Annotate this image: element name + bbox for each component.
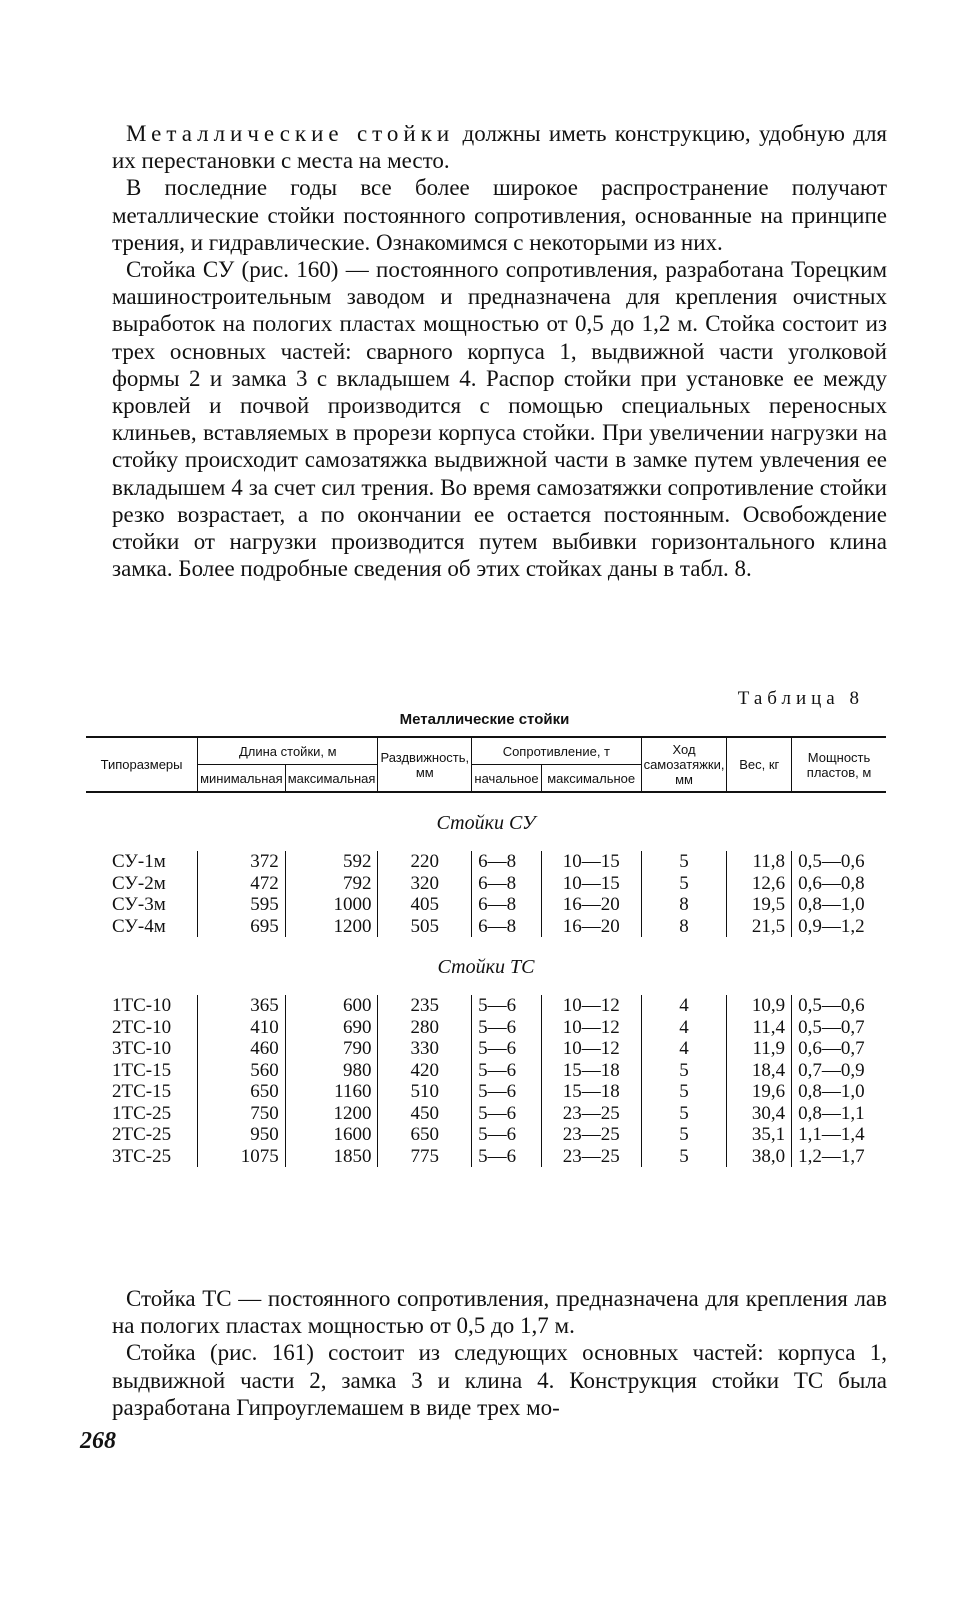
table-cell: 12,6 [727, 873, 792, 895]
table-cell: 4 [641, 995, 727, 1017]
table-cell: 18,4 [727, 1060, 792, 1082]
table-caption: Таблица 8 [737, 688, 864, 709]
table-cell: 372 [198, 851, 286, 873]
table-cell: 330 [378, 1038, 472, 1060]
paragraph-text: должны иметь конструкцию, удобную для их перестановки с места на место. [112, 121, 888, 174]
table-row [86, 1103, 886, 1125]
table-cell: 595 [198, 894, 286, 916]
table-cell: 10,9 [727, 995, 792, 1017]
table-row [86, 1060, 886, 1082]
table-cell: 8 [641, 894, 727, 916]
table-cell: 30,4 [727, 1103, 792, 1125]
table-row [86, 873, 886, 895]
table-cell: 10—12 [541, 1017, 641, 1039]
paragraph-4: Стойка ТС — постоянного сопротивления, предназначена для крепления лав на пологих пластах мощностью от 0,5 до 1,7 м. [112, 1286, 887, 1339]
table-cell: 5—6 [472, 1060, 542, 1082]
table-cell: 6—8 [472, 873, 542, 895]
table-cell: 5 [641, 851, 727, 873]
section-header [86, 792, 886, 851]
spaced-lead: Металлические стойки [126, 121, 455, 146]
paragraph-1 [112, 120, 887, 174]
table-cell: 4 [641, 1038, 727, 1060]
table-cell: 1,1—1,4 [792, 1124, 886, 1146]
table-cell: 1,2—1,7 [792, 1146, 886, 1168]
table-cell: 592 [285, 851, 378, 873]
table-cell: 5—6 [472, 1038, 542, 1060]
table-cell: 2ТС-15 [112, 1081, 172, 1102]
table-cell: 10—15 [541, 873, 641, 895]
table-cell: 6—8 [472, 851, 542, 873]
paragraph-2: В последние годы все более широкое распространение получают металлические стойки постоянного сопротивления, основанные на принципе трения, и гидравлические. Ознакомимся с некоторыми из них. [112, 175, 887, 255]
table-cell: 10—15 [541, 851, 641, 873]
paragraph-3: Стойка СУ (рис. 160) — постоянного сопротивления, разработана Торецким машиностроительным заводом и предназначена для крепления очистных выработок на пологих пластах мощностью от 0,5 до 1,2 м. Стойка состоит из трех основных частей: сварного корпуса 1, выдвижной части уголковой формы 2 и замка 3 с вкладышем 4. Распор стойки при установке ее между кровлей и почвой производится с помощью специальных переносных клиньев, вставляемых в прорези корпуса стойки. При увеличении нагрузки на стойку происходит самозатяжка выдвижной части в замке путем увлечения ее вкладышем 4 за счет сил трения. Во время самозатяжки сопротивление стойки резко возрастает, а по окончании ее остается постоянным. Освобождение стойки от нагрузки производится путем выбивки горизонтального клина замка. Более подробные сведения об этих стойках даны в табл. 8. [112, 257, 887, 582]
table-cell: 1ТС-25 [112, 1102, 172, 1124]
section-header [86, 937, 886, 995]
table-cell: 5 [641, 1146, 727, 1168]
header-length-max: максимальная [285, 765, 378, 793]
table-cell: 450 [378, 1103, 472, 1125]
table-cell: 600 [285, 995, 378, 1017]
table-cell: 792 [285, 873, 378, 895]
table-row [86, 1124, 886, 1146]
header-resistance-group: Сопротивление, т [472, 737, 641, 765]
table-cell: 460 [198, 1038, 286, 1060]
table-cell: 5 [641, 1124, 727, 1146]
table-cell: 320 [378, 873, 472, 895]
table-cell: 5—6 [472, 1124, 542, 1146]
table-cell: 0,9—1,2 [792, 916, 886, 938]
table-cell: 21,5 [727, 916, 792, 938]
table-cell: 5 [641, 1081, 727, 1103]
table-row [86, 1038, 886, 1060]
table-cell: 560 [198, 1060, 286, 1082]
top-text [112, 120, 887, 582]
table-cell: 15—18 [541, 1060, 641, 1082]
section-title: Стойки ТС [437, 956, 535, 978]
table-cell: 1ТС-15 [112, 1059, 172, 1081]
page-number: 268 [80, 1428, 116, 1454]
table-cell: 3ТС-25 [112, 1145, 172, 1167]
table-cell: СУ-4м [112, 915, 166, 937]
table-cell: 1ТС-10 [112, 995, 172, 1016]
table-cell: 5—6 [472, 1081, 542, 1103]
table-cell: 1075 [198, 1146, 286, 1168]
table-cell: СУ-1м [112, 851, 166, 872]
table-cell: 790 [285, 1038, 378, 1060]
table-cell: 10—12 [541, 1038, 641, 1060]
table-cell: 11,9 [727, 1038, 792, 1060]
table-cell: 1850 [285, 1146, 378, 1168]
table-cell: 8 [641, 916, 727, 938]
table-cell: 23—25 [541, 1146, 641, 1168]
table-cell: 365 [198, 995, 286, 1017]
table-cell: 5—6 [472, 1017, 542, 1039]
header-resistance-initial: начальное [472, 765, 542, 793]
table-cell: 0,8—1,1 [792, 1103, 886, 1125]
table-row [86, 851, 886, 873]
table-cell: 5 [641, 1103, 727, 1125]
table-cell: 5—6 [472, 995, 542, 1017]
table-cell: 1000 [285, 894, 378, 916]
header-weight: Вес, кг [727, 737, 792, 792]
table-cell: 650 [378, 1124, 472, 1146]
table-cell: 775 [378, 1146, 472, 1168]
table-cell: 0,5—0,7 [792, 1017, 886, 1039]
table-cell: 19,6 [727, 1081, 792, 1103]
table-cell: 0,6—0,7 [792, 1038, 886, 1060]
table-row [86, 1081, 886, 1103]
table-cell: 505 [378, 916, 472, 938]
table-body [86, 792, 886, 1167]
table-cell: 2ТС-25 [112, 1124, 172, 1145]
table-cell: 695 [198, 916, 286, 938]
table-cell: 16—20 [541, 894, 641, 916]
table-row [86, 1146, 886, 1168]
header-length-group: Длина стойки, м [198, 737, 378, 765]
table-cell: СУ-2м [112, 872, 166, 894]
table-cell: 23—25 [541, 1103, 641, 1125]
table-cell: 1200 [285, 1103, 378, 1125]
table-cell: 0,5—0,6 [792, 851, 886, 873]
table-cell: 950 [198, 1124, 286, 1146]
table-cell: 23—25 [541, 1124, 641, 1146]
table-cell: 0,6—0,8 [792, 873, 886, 895]
table-cell: 19,5 [727, 894, 792, 916]
table-cell: 5 [641, 873, 727, 895]
table-cell: 220 [378, 851, 472, 873]
table-cell: 15—18 [541, 1081, 641, 1103]
table-cell: 5—6 [472, 1103, 542, 1125]
table-cell: 235 [378, 995, 472, 1017]
table-cell: 6—8 [472, 894, 542, 916]
table-cell: 11,8 [727, 851, 792, 873]
header-self-tightening: Ход самозатяжки, мм [641, 737, 727, 792]
table-cell: 4 [641, 1017, 727, 1039]
table-cell: 410 [198, 1017, 286, 1039]
section-title: Стойки СУ [436, 812, 536, 834]
table-cell: 10—12 [541, 995, 641, 1017]
table-cell: 510 [378, 1081, 472, 1103]
table-cell: 280 [378, 1017, 472, 1039]
table-cell: 5 [641, 1060, 727, 1082]
table-cell: 3ТС-10 [112, 1038, 172, 1059]
table-title: Металлические стойки [399, 711, 570, 728]
header-extension: Раздвижность, мм [378, 737, 472, 792]
table-row [86, 894, 886, 916]
table-cell: 650 [198, 1081, 286, 1103]
table-row [86, 1017, 886, 1039]
table-cell: 750 [198, 1103, 286, 1125]
table-row [86, 995, 886, 1017]
table-cell: 472 [198, 873, 286, 895]
table-cell: 0,8—1,0 [792, 1081, 886, 1103]
table-cell: 1200 [285, 916, 378, 938]
table-cell: 16—20 [541, 916, 641, 938]
paragraph-5: Стойка (рис. 161) состоит из следующих основных частей: корпуса 1, выдвижной части 2, замка 3 и клина 4. Конструкция стойки ТС была разработана Гипроуглемашем в виде трех мо- [112, 1340, 887, 1420]
metal-props-table [86, 736, 886, 1167]
table-cell: 0,5—0,6 [792, 995, 886, 1017]
table-cell: 2ТС-10 [112, 1016, 172, 1038]
table-cell: 35,1 [727, 1124, 792, 1146]
table-cell: 11,4 [727, 1017, 792, 1039]
table-cell: 405 [378, 894, 472, 916]
table-cell: 690 [285, 1017, 378, 1039]
header-type: Типоразмеры [86, 737, 198, 792]
table-cell: 0,8—1,0 [792, 894, 886, 916]
bottom-text [112, 1285, 887, 1421]
table-cell: 1160 [285, 1081, 378, 1103]
table-cell: 5—6 [472, 1146, 542, 1168]
header-seam-thickness: Мощность пластов, м [792, 737, 886, 792]
table-cell: 420 [378, 1060, 472, 1082]
table-cell: 0,7—0,9 [792, 1060, 886, 1082]
table-cell: СУ-3м [112, 894, 166, 915]
table-cell: 6—8 [472, 916, 542, 938]
header-length-min: минимальная [198, 765, 286, 793]
header-resistance-max: максимальное [541, 765, 641, 793]
table-cell: 980 [285, 1060, 378, 1082]
table-row [86, 916, 886, 938]
table-cell: 1600 [285, 1124, 378, 1146]
table-cell: 38,0 [727, 1146, 792, 1168]
